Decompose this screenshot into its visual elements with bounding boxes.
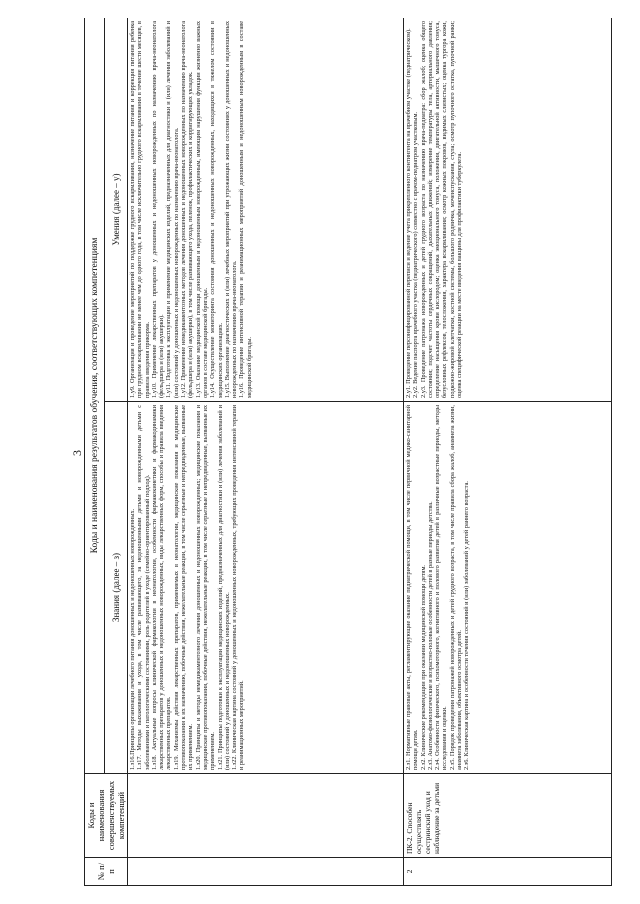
header-codes: Коды и наименования совершенствуемых компетенций bbox=[85, 774, 128, 858]
header-results: Коды и наименования результатов обучения, соответствующих компетенциям bbox=[85, 18, 105, 774]
row-competency-code: ПК-2. Способен осуществлять сестринский уход и наблюдение за детьми bbox=[404, 774, 612, 858]
skills-cell bbox=[404, 18, 612, 402]
knowledge-cell bbox=[404, 402, 612, 774]
table-row bbox=[404, 18, 612, 886]
skill-item: 1.у16. Проведение интенсивной терапии и реанимационных мероприятий доношенным и недоношенным новорожденным в составе медицинской бригады. bbox=[238, 21, 253, 398]
skill-item: 1.у10. Применение лекарственных препаратов у доношенных и недоношенных новорожденных по назначению врача-неонатолога (фельдшера и (или) акушерки). bbox=[150, 21, 166, 398]
skill-item: 2.у2. Ведение паспорта врачебного участка (педиатрического) совместно с врачом-педиатром участковым. bbox=[412, 111, 420, 398]
header-num: № п/п bbox=[85, 858, 128, 886]
competency-table bbox=[84, 18, 612, 886]
header-skills: Умения (далее – у) bbox=[105, 18, 128, 402]
knowledge-item: 1.з22. Клиническая картина состояний у доношенных и недоношенных новорожденных, требующих проведения интенсивной терапии и реанимационных мероприятий. bbox=[231, 405, 246, 770]
skill-item: 1.у12. Применение немедикаментозных методов лечения доношенных и недоношенных новорожденных по назначению врача-неонатолога (фельдшера и (или) акушерки), в том числе развивающего ухода, пеленок, профилактических и корригирующих укладок. bbox=[180, 21, 195, 398]
skill-item: 1.у14. Осуществление мониторинга состояния доношенных и недоношенных новорожденных, находящихся в тяжелом состоянии в медицинских организациях. bbox=[209, 21, 224, 398]
knowledge-item: 2.з1. Нормативные правовые акты, регламентирующие оказание педиатрической помощи, в том числе первичной медико-санитарной помощи детям. bbox=[405, 405, 420, 770]
skill-item: 2.у1. Проведение персонифицированной переписи и ведение учета прикрепленного контингента на врачебном участке (педиатрическом). bbox=[405, 28, 412, 398]
knowledge-item: 1.з18. Актуальные вопросы клинической фармакологии в неонатологии, особенности фармакокинетики и фармакодинамики лекарственных препаратов у доношенных и недоношенных новорожденных, виды лекарственных форм, способы и правила введения лекарственных препаратов. bbox=[150, 405, 173, 770]
skill-item: 1.у15. Выполнение диагностических и (или) лечебных мероприятий при угрожающих жизни состояниях у доношенных и недоношенных новорожденных по назначению врача-неонатолога. bbox=[223, 21, 239, 398]
knowledge-cell bbox=[128, 402, 404, 774]
knowledge-item: 2.з3. Анатомо-физиологические и возрастно-половые особенности детей в разные периоды детства. bbox=[426, 501, 434, 770]
knowledge-item: 2.з2. Клинические рекомендации при оказании медицинской помощи детям. bbox=[419, 564, 427, 770]
table-row bbox=[128, 18, 404, 886]
knowledge-item: 2.з4. Особенности физического, психомоторного, когнитивного и полового развития детей в различные возрастные периоды, методы исследования и оценки. bbox=[434, 405, 449, 770]
knowledge-item: 1.з16.Принципы организации лечебного питания доношенных и недоношенных новорожденных. bbox=[129, 508, 136, 770]
knowledge-item: 2.з6. Клиническая картина и особенности течения состояний и (или) заболеваний у детей раннего возраста. bbox=[463, 481, 471, 770]
knowledge-item: 1.з21. Принципы подготовки к эксплуатации медицинских изделий, предназначенных для диагностики и (или) лечения заболеваний и (или) состояний у доношенных и недоношенных новорожденных. bbox=[216, 405, 231, 770]
knowledge-item: 2.з5. Порядок проведения патронажей новорожденных и детей грудного возраста, в том числе правила сбора жалоб, анамнеза жизни, анамнеза заболевания, объективного осмотра детей. bbox=[448, 405, 464, 770]
skill-item: 1.у9. Организация и проведение мероприятий по поддержке грудного вскармливания, назначение питания и коррекция питания ребенка при грудном вскармливании не менее чем до одного года, в том числе исключительно грудного вскармливания в течение шести месяцев, в правила введения прикорма. bbox=[129, 21, 151, 398]
row-num: 2 bbox=[404, 858, 612, 886]
page-number: 3 bbox=[70, 450, 84, 456]
row-num bbox=[128, 858, 404, 886]
header-knowledge: Знания (далее – з) bbox=[105, 402, 128, 774]
skill-item: 1.у13. Оказание медицинской помощи доношенным и недоношенным новорожденным, имеющим нарушения функции жизненно важных органов в составе медицинской бригады. bbox=[194, 21, 209, 398]
knowledge-item: 1.з19. Механизмы действия лекарственных препаратов, применяемых в неонатологии, медицинские показания и медицинские противопоказания к их назначению, побочные действия, нежелательные реакции, в том числе серьезные и непредвиденные, вызванные их применением. bbox=[172, 405, 195, 770]
knowledge-item: 1.з17. Методы выхаживания и ухода, в том числе развивающего, за недоношенными детьми и новорожденными детьми с заболеваниями и патологическими состояниями, роль родителей в уходе (семейно-ориентированный подход). bbox=[136, 405, 151, 770]
skill-item: 2.у3. Проведение патронажа новорожденных и детей грудного возраста по назначению врача-педиатра: сбор жалоб; оценка общего состояния; подсчет частоты сердечных сокращений, дыхательных движений; измерение температуры тела, артериального давления; определение насыщения крови кислородом; оценка эмоционального тонуса, положения, двигательной активности, мышечного тонуса, безусловных рефлексов, телосложения, характера вскармливания; осмотр кожных покровов, видимых слизистых; оценка тургора кожи, подкожно-жировой клетчатки, костной системы, большого родничка, мочеиспускания, стула; осмотр пупочного остатка, пупочной ранки; оценка специфической реакции на месте введения вакцины для профилактики туберкулеза. bbox=[419, 21, 464, 398]
knowledge-item: 1.з20. Принципы и методы немедикаментозного лечения доношенных и недоношенных новорожденных; медицинские показания и медицинские противопоказания, побочные действия, нежелательные реакции, в том числе серьезные и непредвиденные, вызванные их применением. bbox=[194, 405, 217, 770]
row-competency-code bbox=[128, 774, 404, 858]
rotated-page-container bbox=[84, 18, 624, 886]
skill-item: 1.у11. Подготовка к эксплуатации и применение медицинских изделий, предназначенных для диагностики и (или) лечения заболеваний и (или) состояний у доношенных и недоношенных новорожденных по назначению врача-неонатолога. bbox=[165, 21, 180, 398]
skills-cell bbox=[128, 18, 404, 402]
rotated-content bbox=[84, 18, 624, 886]
